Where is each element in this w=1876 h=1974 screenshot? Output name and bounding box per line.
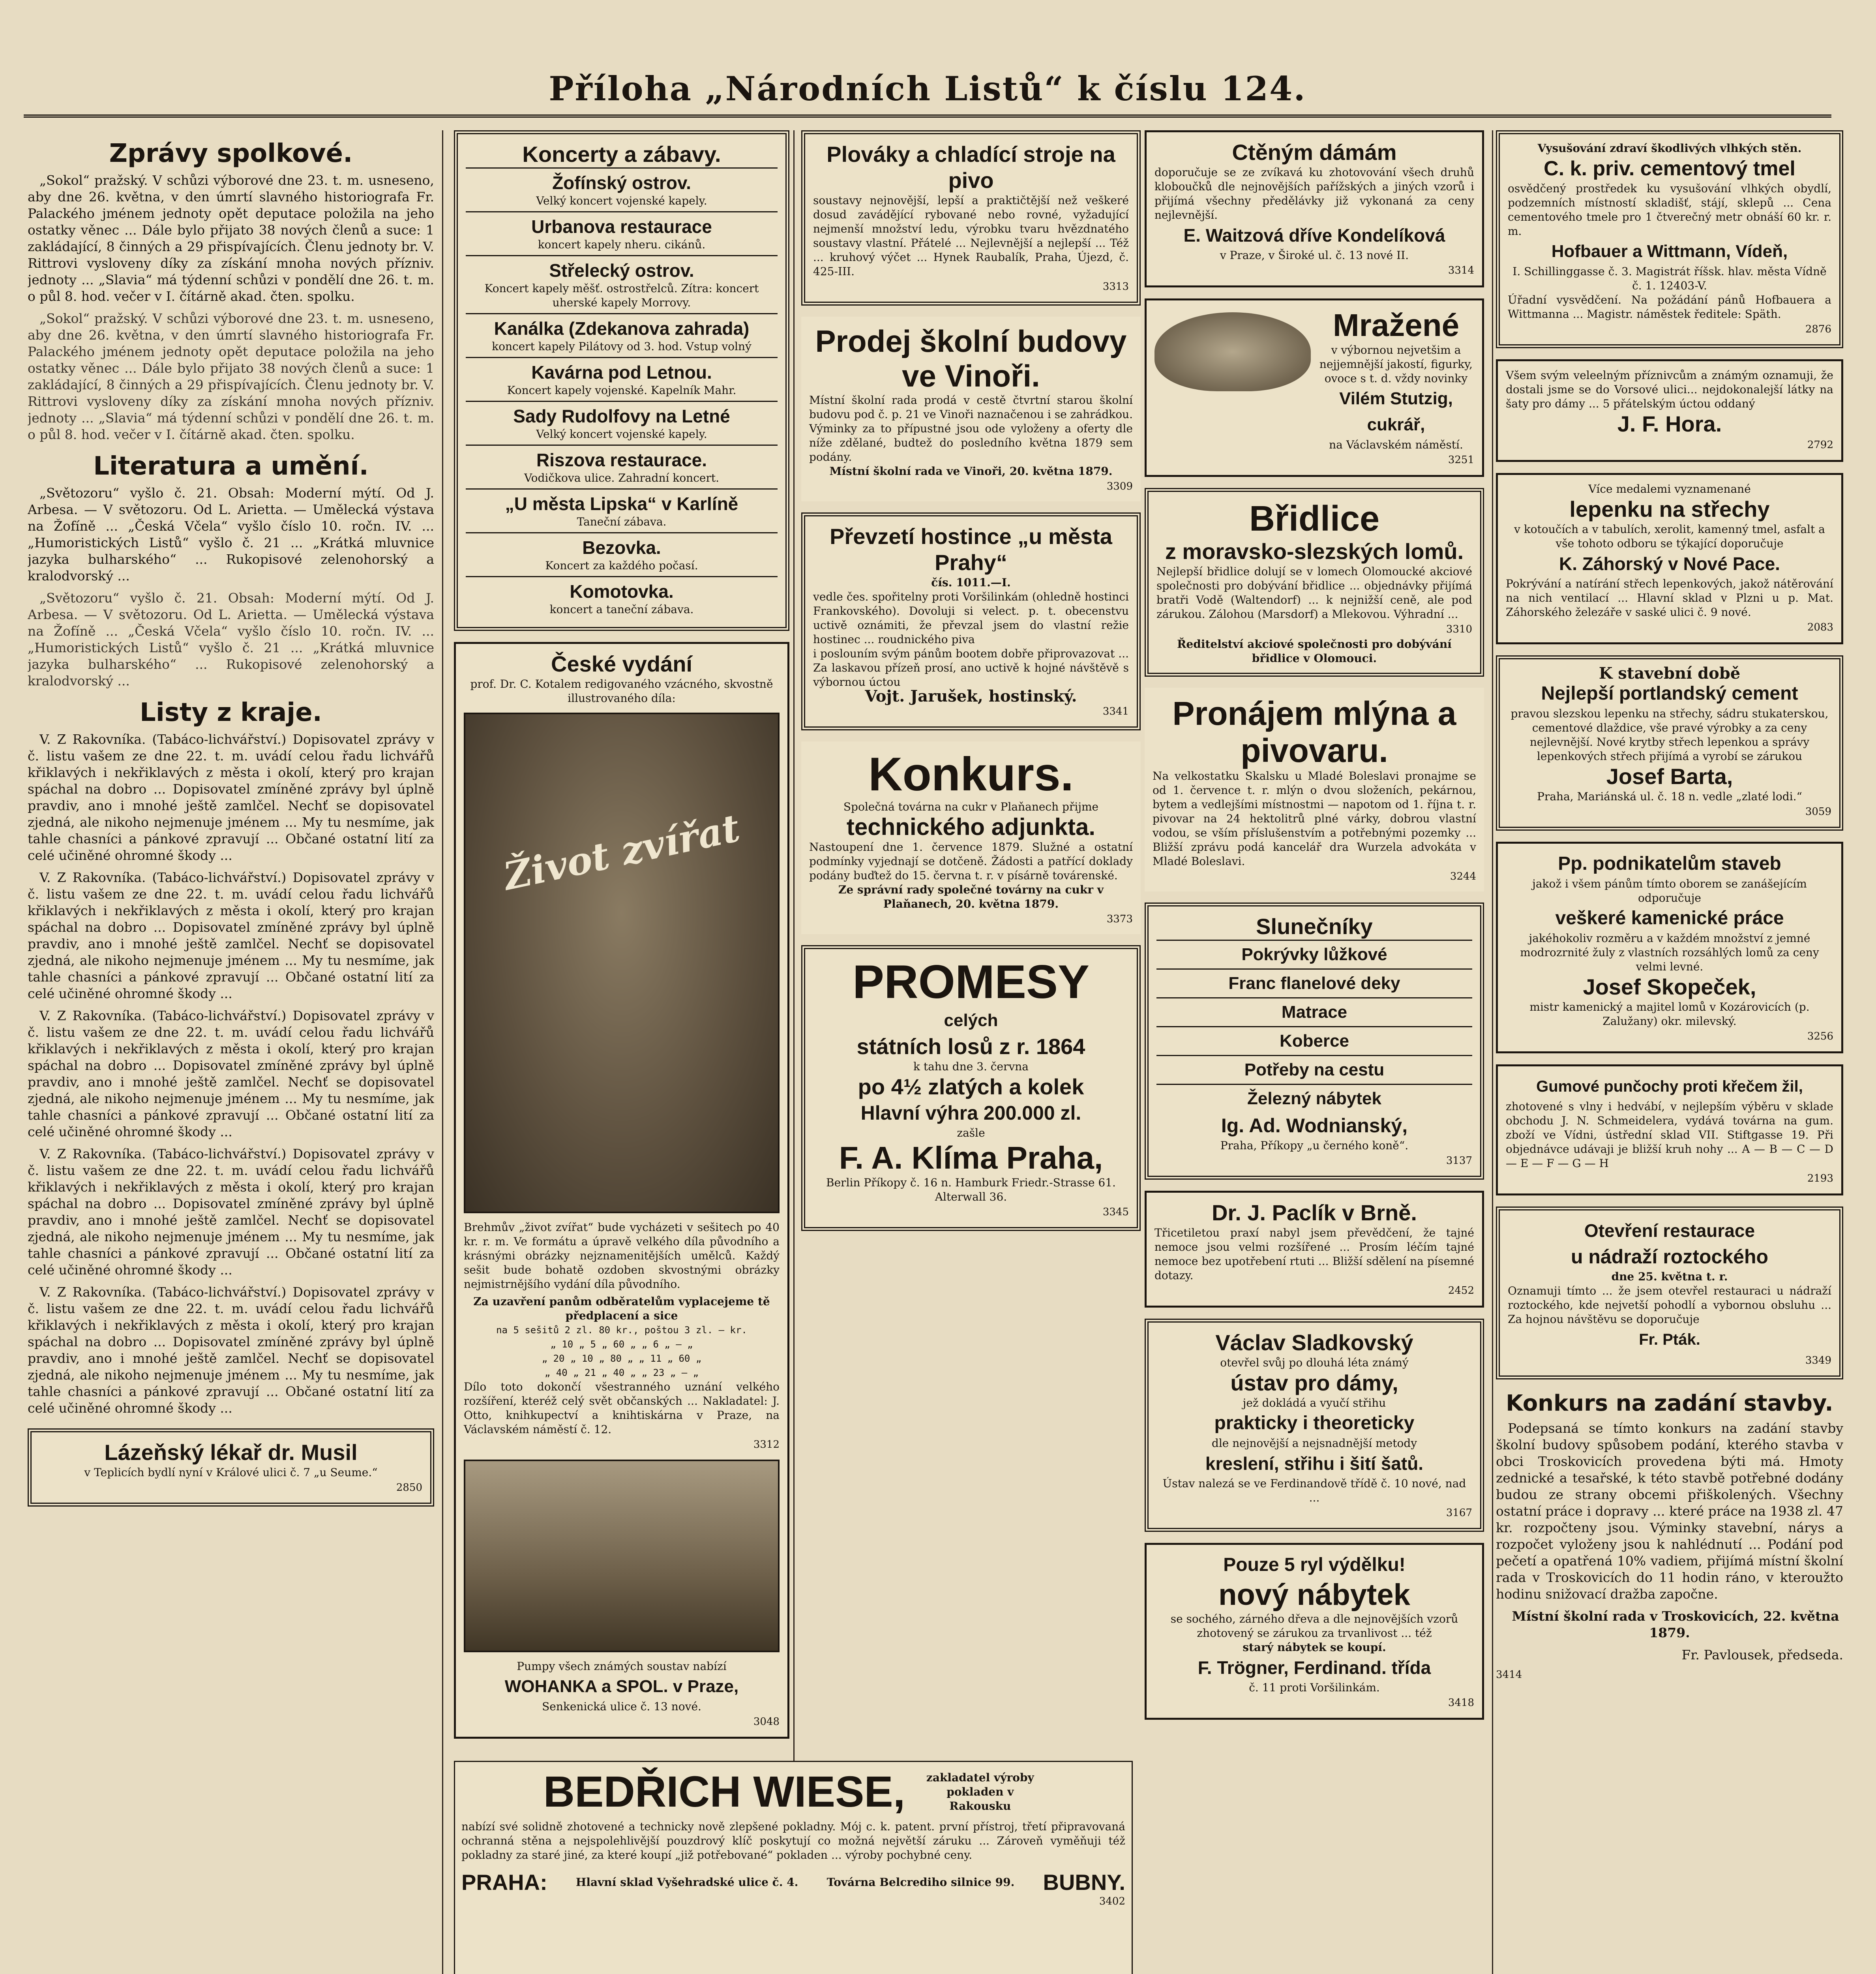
venue-item	[466, 488, 778, 532]
ctenym-addr: v Praze, v Široké ul. č. 13 nové II.	[1220, 249, 1409, 262]
venue-name: Sady Rudolfovy na Letné	[513, 406, 730, 426]
konkurs-stavby-title: Konkurs na zadání stavby.	[1506, 1390, 1833, 1416]
bridlice-title: Břidlice	[1249, 499, 1380, 539]
ad-musil	[28, 1428, 434, 1507]
promesy-addr: Berlin Příkopy č. 16 n. Hamburk Friedr.-Strasse 61. Alterwall 36.	[826, 1176, 1116, 1203]
roztoky-date: dne 25. května t. r.	[1611, 1270, 1728, 1283]
ad-konkurs-adjunkt	[801, 741, 1141, 934]
hora-text: Všem svým veleelným příznivcům a známým oznamuji, že dostali jsme se do Vorsové ulici... nejdokonalejší látky na šaty pro dámy ... 5 přátelským úctou oddaný	[1506, 369, 1833, 410]
lepenka-text: v kotoučích a v tabulích, xerolit, kamenný tmel, asfalt a vše tohoto odboru se týkající doporučuje	[1514, 523, 1825, 550]
ad-ceske-vydani	[454, 642, 789, 1739]
venue-name: Riszova restaurace.	[536, 450, 707, 470]
product-item: Pokrývky lůžkové	[1156, 940, 1472, 968]
section-title-listy: Listy z kraje.	[140, 698, 322, 727]
koncerty-title: Koncerty a zábavy.	[522, 142, 721, 167]
page-header: Příloha „Národních Listů“ k číslu 124.	[24, 67, 1831, 118]
ad-number: 3414	[1496, 1669, 1522, 1681]
vysous-text: osvědčený prostředek ku vysušování vlhkých obydlí, podzemních místností skladišť, stájí, sklepů ... Cena cementového tmele pro 1 čtverečný metr obnáší 60 kr. r. m.	[1508, 182, 1831, 238]
ad-prodej-skoly	[801, 317, 1141, 501]
bridlice-sign: Ředitelství akciové společnosti pro dobývání břidlice v Olomouci.	[1177, 638, 1452, 665]
column-ads-4	[1145, 130, 1484, 1974]
venue-desc: Taneční zábava.	[577, 515, 667, 528]
venue-desc: koncert a taneční zábava.	[549, 603, 694, 616]
ad-number: 2876	[1805, 323, 1831, 335]
venue-item	[466, 255, 778, 313]
section-title-spolky: Zprávy spolkové.	[109, 139, 353, 168]
bridlice-text: Nejlepší břidlice dolují se v lomech Olomoucké akciové společnosti pro dobývání břidlice ... objednávky přijímá bratři Vodě (Waltendorf) ... k nejnižší ceně, ale pod zárukou. Zálohou (Marsdorf) a Mlekovou. Výhradní ...	[1156, 565, 1472, 621]
ad-wiese	[454, 1761, 1133, 1974]
venue-desc: koncert kapely nheru. cikánů.	[538, 238, 706, 251]
promesy-sub4: po 4½ zlatých a kolek	[858, 1074, 1084, 1099]
hostinec-text2: i poslouním svým pánům bootem dobře připrovazovat ... Za laskavou přízeň prosí, ano uctivě k hojné návštěvě s výbornou úctou	[813, 647, 1129, 689]
paclik-title: Dr. J. Paclík v Brně.	[1212, 1200, 1417, 1225]
hora-firm: J. F. Hora.	[1617, 411, 1722, 436]
ad-lepenka	[1496, 473, 1843, 644]
price-row: „ 10 „ 5 „ 60 „ „ 6 „ — „	[550, 1339, 693, 1350]
cement-text: pravou slezskou lepenku na střechy, sádru stukaterskou, cementové dlaždice, vše pravé výrobky a za ceny nejlevnější. Nové krytby střech lepenkou a správy lepenkových střech přijímá a vyrobí se zárukou	[1511, 707, 1829, 763]
pouze-big: nový nábytek	[1218, 1578, 1410, 1612]
gumove-text: zhotovené s vlny i hedvábí, v nejlepším výběru v sklade obchodu J. N. Schmeidelera, vydává továrna na gum. zboží ve Vídni, ústřední sklad VII. Stiftgasse 19. Při objednávce udávaji je bližší kruh nohy ... A — B — C — D — E — F — G — H	[1506, 1100, 1833, 1170]
ad-cement	[1496, 655, 1843, 831]
ad-number: 2083	[1807, 621, 1833, 633]
venue-item	[466, 313, 778, 357]
mrazene-addr: na Václavském náměstí.	[1329, 438, 1463, 451]
sladkovsky-line2: jež dokládá a vyučí střihu	[1243, 1396, 1386, 1409]
plovaky-text: soustavy nejnovější, lepší a praktičtější než veškeré dosud zavádějící rybované nebo rovné, vyžadující nejmenší množství ledu, výrobku tvaru hvězdnatého soustavy vlastní. Přátelé ... Nejlevnější a nejlepší ... Též ... kruhový výčet ... Hynek Raubalík, Praha, Újezd, č. 425-III.	[813, 194, 1129, 278]
wiese-sklad: Hlavní sklad Vyšehradské ulice č. 4.	[575, 1876, 798, 1889]
vysous-firm: Hofbauer a Wittmann, Vídeň,	[1551, 242, 1788, 261]
sladkovsky-line1: otevřel svůj po dlouhá léta známý	[1220, 1356, 1409, 1369]
sladkovsky-title4: kreslení, střihu i šití šatů.	[1205, 1453, 1424, 1474]
bowl-illustration	[1154, 312, 1311, 391]
venue-item	[466, 211, 778, 255]
venue-name: Urbanova restaurace	[531, 216, 712, 237]
ad-mrazene	[1145, 298, 1484, 477]
skopecek-text2: jakéhokoliv rozměru a v každém množství z jemné modrozrnité žuly z vlastních rozsáhlých lomů za ceny velmi levné.	[1520, 932, 1819, 973]
article-listy: V. Z Rakovníka. (Tabáco-lichvářství.) Dopisovatel zprávy v č. listu vašem ze dne 22. t. m. uvádí celou řadu lichvářů křiklavých i nekřiklavých z města i okolí, který pro krajan spáchal na dobro ... Dopisovatel zmíněné zprávy byl úplně pravdiv, ano i mnohé ještě zamlčel. Nechť se dopisovatel zjedná, ale nikoho nejmenuje jménem ... My tu nesmíme, jak tahle chasníci a pánkové zpravují ... Občané ostatní lití za celé učiněné ohromné škody ...	[28, 1284, 434, 1416]
promesy-sub3: k tahu dne 3. června	[913, 1060, 1029, 1073]
promesy-title: PROMESY	[852, 955, 1090, 1008]
ceske-text: Brehmův „život zvířat“ bude vycházeti v sešitech po 40 kr. r. m. Ve formátu a úpravě velkého díla původního a krásnými obrázky nejznamenitějších umělců. Každý sešit bude bohatě ozdoben skvostnými obrázky nejmistrnějšího vydání díla původního.	[464, 1221, 780, 1291]
venue-name: Bezovka.	[582, 537, 661, 558]
roztoky-text: Oznamuji tímto ... že jsem otevřel restauraci u nádraží roztockého, kde nejvetší pohodlí a vybornou obsluhu ... Za hojnou návštěvu se doporučuje	[1508, 1284, 1831, 1326]
skopecek-firm: Josef Skopeček,	[1583, 974, 1756, 999]
column-ads-3	[801, 130, 1141, 1974]
venue-desc: Koncert za každého počasí.	[545, 559, 698, 572]
article-listy: V. Z Rakovníka. (Tabáco-lichvářství.) Dopisovatel zprávy v č. listu vašem ze dne 22. t. m. uvádí celou řadu lichvářů křiklavých i nekřiklavých z města i okolí, který pro krajan spáchal na dobro ... Dopisovatel zmíněné zprávy byl úplně pravdiv, ano i mnohé ještě zamlčel. Nechť se dopisovatel zjedná, ale nikoho nejmenuje jménem ... My tu nesmíme, jak tahle chasníci a pánkové zpravují ... Občané ostatní lití za celé učiněné ohromné škody ...	[28, 870, 434, 1001]
roztoky-firm: Fr. Pták.	[1639, 1331, 1700, 1348]
mrazene-firm: Vilém Stutzig, cukrář,	[1339, 389, 1453, 434]
venue-desc: koncert kapely Pilátovy od 3. hod. Vstup volný	[492, 340, 752, 353]
promesy-sub6: zašle	[957, 1126, 985, 1139]
promesy-sub1: celých	[944, 1011, 998, 1030]
ad-number: 3244	[1450, 871, 1476, 882]
venue-item	[466, 167, 778, 211]
venue-desc: Koncert kapely měšť. ostrostřelců. Zítra: koncert uherské kapely Morrovy.	[484, 282, 759, 309]
wiese-tovarna: Továrna Belcrediho silnice 99.	[826, 1876, 1015, 1889]
pronajem-text: Na velkostatku Skalsku u Mladé Boleslavi pronajme se od 1. července t. r. mlýn o dvou složeních, pekárnou, bytem a vedlejšími místnostmi — napotom od 1. října t. r. pivovar na 24 hektolitrů plné várky, dobrou vlastní vodou, se vším příslušenstvím a potřebnými pozemky ... Bližší zprávu podá kancelář dra Wurzela advokáta v Mladé Boleslavi.	[1153, 769, 1476, 868]
venue-list	[466, 167, 778, 620]
ad-number: 3402	[1099, 1895, 1125, 1907]
ad-koncerty	[454, 130, 789, 631]
price-table	[464, 1323, 780, 1380]
ad-number: 2850	[396, 1482, 422, 1494]
column-ads-5	[1496, 130, 1843, 1974]
ad-number: 2193	[1807, 1173, 1833, 1184]
ad-number: 3048	[753, 1716, 780, 1728]
article-listy: V. Z Rakovníka. (Tabáco-lichvářství.) Dopisovatel zprávy v č. listu vašem ze dne 22. t. m. uvádí celou řadu lichvářů křiklavých i nekřiklavých z města i okolí, který pro krajan spáchal na dobro ... Dopisovatel zmíněné zprávy byl úplně pravdiv, ano i mnohé ještě zamlčel. Nechť se dopisovatel zjedná, ale nikoho nejmenuje jménem ... My tu nesmíme, jak tahle chasníci a pánkové zpravují ... Občané ostatní lití za celé učiněné ohromné škody ...	[28, 1146, 434, 1278]
vysous-note: Úřadní vysvědčení. Na požádání pánů Hofbauera a Wittmanna ... Magistr. náměstek ředitele: Späth.	[1508, 293, 1831, 321]
ad-number: 3349	[1805, 1355, 1831, 1366]
product-item: Koberce	[1156, 1026, 1472, 1055]
cement-title: K stavební době	[1599, 664, 1741, 683]
ad-plovaky	[801, 130, 1141, 306]
venue-item	[466, 445, 778, 488]
product-item: Matrace	[1156, 997, 1472, 1026]
price-row: na 5 sešitů 2 zl. 80 kr., poštou 3 zl. — kr.	[496, 1325, 747, 1336]
ad-number: 3313	[1102, 281, 1129, 293]
pouze-firm: F. Trögner, Ferdinand. třída	[1198, 1657, 1431, 1678]
ad-musil-line: v Teplicích bydlí nyní v Králové ulici č. 7 „u Seume.“	[84, 1466, 378, 1479]
hostinec-sub: čís. 1011.—I.	[931, 576, 1011, 589]
prodej-title: Prodej školní budovy ve Vinoři.	[815, 324, 1127, 393]
konkurs-stavby-sign: Místní školní rada v Troskovicích, 22. května 1879.	[1512, 1608, 1839, 1640]
konkurs-text2: Nastoupení dne 1. července 1879. Služné a ostatní podmínky vyjednají se dotčeně. Žádosti a patřící doklady podány buďtež do 15. června t. r. v písárně továrenské.	[809, 841, 1133, 882]
lepenka-title1: Více medalemi vyznamenané	[1588, 482, 1751, 495]
ad-trogner	[1145, 1543, 1484, 1720]
venue-name: Kanálka (Zdekanova zahrada)	[494, 318, 750, 339]
article-spolky: „Sokol“ pražský. V schůzi výborové dne 23. t. m. usneseno, aby dne 26. května, v den úmrtí slavného historiografa Fr. Palackého jménem jednoty opět deputace položila na jeho ostatky věnec ... Dále bylo přijato 38 nových členů a suce: 1 zakládající, 8 činných a 29 přispívajících. Členu jednoty br. V. Rittrovi vysloveny díky za získání mnoha nových přízniv. jednoty ... „Slavia“ má týdenní schůzi v pondělí dne 26. t. m. o půl 8. hod. večer v I. čítárně akad. čten. spolku.	[28, 311, 434, 442]
promesy-firm: F. A. Klíma Praha,	[839, 1140, 1103, 1175]
venue-desc: Koncert kapely vojenské. Kapelník Mahr.	[507, 384, 737, 397]
pronajem-title: Pronájem mlýna a pivovaru.	[1172, 695, 1456, 769]
bridlice-sub: z moravsko-slezských lomů.	[1165, 539, 1464, 564]
wiese-bubny: BUBNY.	[1043, 1870, 1125, 1895]
ad-musil-title: Lázeňský lékař dr. Musil	[104, 1440, 358, 1465]
venue-desc: Velký koncert vojenské kapely.	[536, 428, 707, 441]
slunecniky-firm: Ig. Ad. Wodnianský,	[1221, 1115, 1408, 1137]
ad-number: 2452	[1448, 1285, 1474, 1297]
ad-number: 3418	[1448, 1697, 1474, 1709]
ad-number: 3310	[1446, 623, 1472, 635]
wiese-name: BEDŘICH WIESE,	[543, 1768, 905, 1816]
ad-number: 3373	[1106, 913, 1133, 925]
sladkovsky-title2: ústav pro dámy,	[1230, 1370, 1398, 1395]
konkurs-text1: Společná továrna na cukr v Plaňanech přijme	[843, 800, 1099, 813]
wiese-text: nabízí své solidně zhotovené a technicky nově zlepšené pokladny. Mój c. k. patent. první přístroj, třetí připravovaná ochranná stěna a nejspolehlivější pouzdrový klíč poskytují co možná největší záruku ... Zároveň vyměňuji též pokladny za staré jiné, za které koupí „již potřebované“ pokladen ... výroby pochybné ceny.	[461, 1820, 1125, 1861]
venue-item	[466, 532, 778, 576]
article-listy: V. Z Rakovníka. (Tabáco-lichvářství.) Dopisovatel zprávy v č. listu vašem ze dne 22. t. m. uvádí celou řadu lichvářů křiklavých i nekřiklavých z města i okolí, který pro krajan spáchal na dobro ... Dopisovatel zmíněné zprávy byl úplně pravdiv, ano i mnohé ještě zamlčel. Nechť se dopisovatel zjedná, ale nikoho nejmenuje jménem ... My tu nesmíme, jak tahle chasníci a pánkové zpravují ... Občané ostatní lití za celé učiněné ohromné škody ...	[28, 1008, 434, 1139]
pouze-text: se sochého, zárného dřeva a dle nejnovějších vzorů zhotovený se zárukou za trvanlivost ... též	[1170, 1612, 1458, 1640]
skopecek-addr: mistr kamenický a majitel lomů v Kozárovicích (p. Zalužany) okr. milevský.	[1529, 1000, 1810, 1028]
konkurs-stavby-text: Podepsaná se tímto konkurs na zadání stavby školní budovy spůsobem podání, kterého stavba v obci Troskovicích provedena býti má. Hmoty zednické a tesařské, k této stavbě potřebné dodány budou ze strany obcemi přiškolených. Všechny ostatní práce i dopravy ... které práce na 1938 zl. 47 kr. rozpočteny jsou. Výminky stavební, nárys a rozpočet vyloženy jsou k nahlédnutí ... Podání pod pečetí a opatřená 10% vadiem, přijímá místní školní rada v Troskovicích do 11 hodin ráno, v kteroužto hodinu snižovací dražba započne.	[1496, 1420, 1843, 1602]
wiese-tag: zakladatel výroby pokladen v Rakousku	[926, 1771, 1034, 1813]
ad-number: 3312	[753, 1439, 780, 1450]
vysous-title: Vysušování zdraví škodlivých vlhkých stěn.	[1537, 142, 1802, 155]
cement-big: Nejlepší portlandský cement	[1541, 683, 1798, 704]
venue-name: Žofínský ostrov.	[552, 173, 691, 193]
ad-skopecek	[1496, 842, 1843, 1053]
ad-hora	[1496, 359, 1843, 462]
venue-desc: Vodičkova ulice. Zahradní koncert.	[524, 471, 720, 484]
product-list	[1156, 940, 1472, 1113]
konkurs-title: Konkurs.	[868, 748, 1074, 801]
konkurs-big: technického adjunkta.	[846, 814, 1096, 840]
ad-number: 3341	[1102, 706, 1129, 717]
ad-gumove	[1496, 1064, 1843, 1195]
ad-hostinec	[801, 512, 1141, 730]
mrazene-text: v výbornou nejvetšim a nejjemnější jakostí, figurky, ovoce s t. d. vždy novinky	[1319, 343, 1473, 385]
cement-addr: Praha, Mariánská ul. č. 18 n. vedle „zlaté lodi.“	[1537, 790, 1802, 803]
column-rule	[1492, 130, 1493, 1974]
promesy-sub5: Hlavní výhra 200.000 zl.	[860, 1102, 1081, 1124]
venue-name: Kavárna pod Letnou.	[531, 362, 712, 383]
wohanka-name: WOHANKA a SPOL. v Praze,	[504, 1677, 739, 1696]
price-row: „ 20 „ 10 „ 80 „ „ 11 „ 60 „	[542, 1353, 702, 1364]
slunecniky-title: Slunečníky	[1256, 914, 1373, 939]
ad-number: 3256	[1807, 1030, 1833, 1042]
roztoky-title: Otevření restaurace	[1584, 1220, 1755, 1241]
article-listy: V. Z Rakovníka. (Tabáco-lichvářství.) Dopisovatel zprávy v č. listu vašem ze dne 22. t. m. uvádí celou řadu lichvářů křiklavých i nekřiklavých z města i okolí, který pro krajan spáchal na dobro ... Dopisovatel zmíněné zprávy byl úplně pravdiv, ano i mnohé ještě zamlčel. Nechť se dopisovatel zjedná, ale nikoho nejmenuje jménem ... My tu nesmíme, jak tahle chasníci a pánkové zpravují ... Občané ostatní lití za celé učiněné ohromné škody ...	[28, 732, 434, 863]
paclik-text: Třicetiletou praxí nabyl jsem převědčení, že tajné nemoce jsou velmi rozšířené ... Prosím léčím tajné nemoce bez upotřebení rtuti ... Bližší sdělení na písemné dotazy.	[1154, 1226, 1474, 1282]
ad-slunecniky	[1145, 903, 1484, 1180]
wohanka-addr: Senkenická ulice č. 13 nové.	[542, 1700, 701, 1713]
ctenym-text: doporučuje se ze zvíkavá ku zhotovování všech druhů kloboučků dle nejnovějších pařížských a jiných vzorů i přijímá všechny předělávky již vykonaná za ceny nejlevnější.	[1154, 166, 1474, 221]
prodej-sign: Místní školní rada ve Vinoři, 20. května 1879.	[829, 465, 1113, 478]
article-literatura: „Světozoru“ vyšlo č. 21. Obsah: Moderní mýtí. Od J. Arbesa. — V světozoru. Od L. Arietta. — Umělecká výstava na Žofíně ... „Česká Včela“ vyšlo číslo 10. ročn. IV. ... „Humoristických Listů“ vyšlo č. 21 ... „Krátká mluvnice jazyka bulharského“ ... Rukopisové zelenohorský a kralodvorský ...	[28, 590, 434, 689]
konkurs-stavby-signer: Fr. Pavlousek, předseda.	[1681, 1647, 1843, 1663]
product-item: Železný nábytek	[1156, 1084, 1472, 1113]
product-item: Franc flanelové deky	[1156, 968, 1472, 997]
hostinec-text: vedle čes. spořitelny proti Voršilinkám (ohledně hostinci Frankovského). Dovoluji si velect. p. t. obecenstvu uctivě oznámiti, že převzal jsem do vlastní režie hostinec ... roudnického piva	[813, 590, 1129, 646]
article-spolky: „Sokol“ pražský. V schůzi výborové dne 23. t. m. usneseno, aby dne 26. května, v den úmrtí slavného historiografa Fr. Palackého jménem jednoty opět deputace položila na jeho ostatky věnec ... Dále bylo přijato 38 nových členů a suce: 1 zakládající, 8 činných a 29 přispívajících. Členu jednoty br. V. Rittrovi vysloveny díky za získání mnoha nových přízniv. jednoty ... „Slavia“ má týdenní schůzi v pondělí dne 26. t. m. o půl 8. hod. večer v I. čítárně akad. čten. spolku.	[28, 173, 434, 304]
pouze-addr: č. 11 proti Voršilinkám.	[1249, 1681, 1380, 1694]
lepenka-title: lepenku na střechy	[1569, 497, 1770, 522]
venue-item	[466, 576, 778, 620]
ad-roztoky	[1496, 1207, 1843, 1379]
ad-pronajem	[1145, 688, 1484, 891]
sladkovsky-line3: dle nejnovější a nejsnadnější metody	[1211, 1437, 1417, 1450]
ad-number: 3059	[1805, 806, 1831, 818]
wohanka-line1: Pumpy všech známých soustav nabízí	[517, 1660, 727, 1673]
pump-illustration	[464, 1460, 780, 1652]
konkurs-sign: Ze správní rady společné továrny na cukr v Plaňanech, 20. května 1879.	[838, 883, 1104, 910]
ad-number: 3167	[1446, 1507, 1472, 1519]
price-row: „ 40 „ 21 „ 40 „ „ 23 „ — „	[544, 1367, 699, 1378]
ceske-sub: prof. Dr. C. Kotalem redigovaného vzácného, skvostně illustrovaného díla:	[470, 677, 773, 705]
mrazene-title: Mražené	[1333, 308, 1460, 343]
promesy-sub2: státních losů z r. 1864	[856, 1034, 1085, 1059]
ad-number: 3309	[1106, 480, 1133, 492]
lepenka-text2: Pokrývání a natírání střech lepenkových, jakož nátěrování na nich ventilací ... Hlavní sklad v Plzni u p. Mat. Záhorského železáře v saské ulici č. 9 nové.	[1506, 577, 1833, 619]
gumove-title: Gumové punčochy proti křečem žil,	[1536, 1078, 1803, 1095]
pouze-sub: starý nábytek se koupí.	[1243, 1641, 1386, 1654]
ad-number: 3251	[1448, 454, 1474, 466]
venue-item	[466, 401, 778, 445]
prodej-text: Místní školní rada prodá v cestě čtvrtní starou školní budovu pod č. p. 21 ve Vinoři naznačenou i se zahrádkou. Výminky za to přípustné jsou ode vyloženy a oferty dle níže zdělané, budtež do posledního května 1879 sem podány.	[809, 394, 1133, 463]
column-rule	[442, 130, 443, 1974]
lepenka-firm: K. Záhorský v Nové Pace.	[1559, 554, 1780, 574]
konkurs-stavby	[1496, 1390, 1843, 1681]
pouze-title: Pouze 5 ryl výdělku!	[1223, 1554, 1406, 1575]
product-item: Potřeby na cestu	[1156, 1055, 1472, 1084]
slunecniky-addr: Praha, Příkopy „u černého koně“.	[1220, 1139, 1409, 1152]
book-cover-illustration	[464, 713, 780, 1213]
venue-desc: Velký koncert vojenské kapely.	[536, 194, 707, 207]
skopecek-text: jakož i všem pánům tímto oborem se zanášejícím odporučuje	[1532, 877, 1807, 904]
ceske-text2: Dílo toto dokončí všestranného uznání velkého rozšíření, kteréž celý svět občanských ... Nakladatel: J. Otto, knihkupectví a knihtiskárna v Praze, na Václavském náměstí č. 12.	[464, 1380, 780, 1436]
ceske-title: České vydání	[551, 651, 692, 676]
sladkovsky-title: Václav Sladkovský	[1215, 1330, 1413, 1355]
venue-name: „U města Lipska“ v Karlíně	[505, 494, 738, 514]
roztoky-big: u nádraží roztockého	[1571, 1246, 1769, 1268]
vysous-addr: I. Schillinggasse č. 3. Magistrát říšsk. hlav. města Vídně č. 1. 12403-V.	[1512, 265, 1827, 292]
section-title-literatura: Literatura a umění.	[93, 452, 369, 481]
illustration-title: Život zvířat	[499, 805, 744, 899]
plovaky-title: Plováky a chladící stroje na pivo	[826, 142, 1115, 193]
skopecek-title: Pp. podnikatelům staveb	[1558, 853, 1781, 874]
hostinec-title: Převzetí hostince „u města Prahy“	[830, 524, 1112, 575]
venue-item	[466, 357, 778, 401]
venue-name: Komotovka.	[570, 581, 674, 602]
vysous-big: C. k. priv. cementový tmel	[1544, 157, 1795, 180]
ctenym-firm: E. Waitzová dříve Kondelíková	[1183, 225, 1445, 246]
ad-number: 3345	[1102, 1206, 1129, 1218]
ad-paclik	[1145, 1191, 1484, 1308]
column-concerts	[454, 130, 789, 1974]
ad-number: 2792	[1807, 439, 1833, 451]
cement-firm: Josef Barta,	[1606, 764, 1733, 789]
ad-sladkovsky	[1145, 1319, 1484, 1532]
ad-vysousovani	[1496, 130, 1843, 348]
column-news	[28, 130, 434, 1974]
ctenym-title: Ctěným dámám	[1232, 140, 1397, 165]
ad-bridlice	[1145, 488, 1484, 677]
ad-promesy	[801, 945, 1141, 1231]
sladkovsky-line4: Ústav nalezá se ve Ferdinandově třídě č. 10 nové, nad ...	[1162, 1477, 1466, 1504]
ceske-table-title: Za uzavření panům odběratelům vyplacejeme tě předplacení a sice	[473, 1295, 770, 1322]
wiese-praha: PRAHA:	[461, 1870, 547, 1895]
venue-name: Střelecký ostrov.	[549, 260, 694, 281]
article-literatura: „Světozoru“ vyšlo č. 21. Obsah: Moderní mýtí. Od J. Arbesa. — V světozoru. Od L. Arietta. — Umělecká výstava na Žofíně ... „Česká Včela“ vyšlo číslo 10. ročn. IV. ... „Humoristických Listů“ vyšlo č. 21 ... „Krátká mluvnice jazyka bulharského“ ... Rukopisové zelenohorský a kralodvorský ...	[28, 485, 434, 584]
sladkovsky-title3: prakticky i theoreticky	[1214, 1413, 1415, 1434]
ad-number: 3137	[1446, 1155, 1472, 1167]
skopecek-big: veškeré kamenické práce	[1555, 908, 1784, 929]
hostinec-sign: Vojt. Jarušek, hostinský.	[865, 687, 1077, 706]
column-rule	[793, 130, 795, 1974]
ad-number: 3314	[1448, 265, 1474, 276]
ad-ctenym-damam	[1145, 130, 1484, 287]
